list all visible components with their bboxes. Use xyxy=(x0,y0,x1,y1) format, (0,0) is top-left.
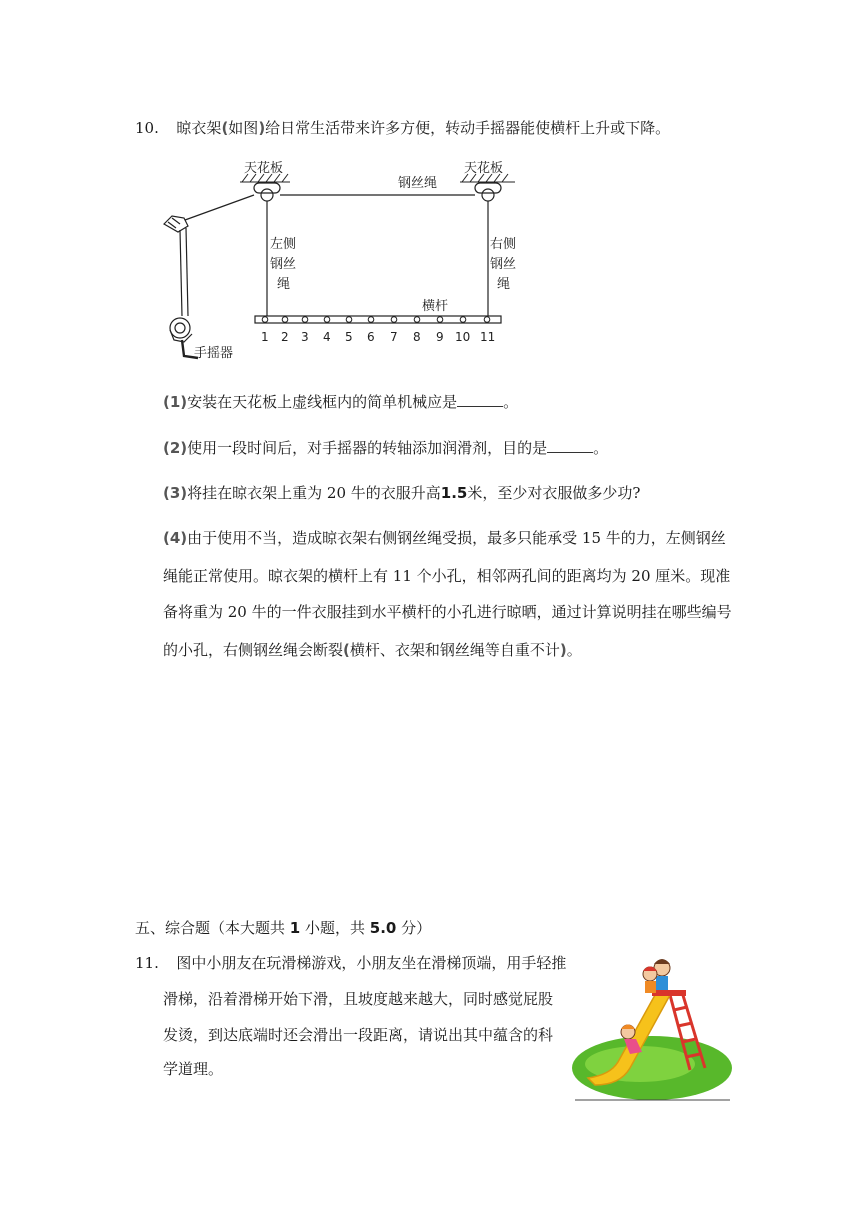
q10-paren-word: 如图 xyxy=(228,119,259,137)
left-rope-label-3: 绳 xyxy=(277,277,291,292)
q10-sub1-blank[interactable] xyxy=(457,392,503,407)
q10-stem-after: 给日常生活带来许多方便，转动手摇器能使横杆上升或下降。 xyxy=(265,119,671,137)
q10-sub2-num: (2) xyxy=(163,439,188,457)
q11-line1-text: 图中小朋友在玩滑梯游戏，小朋友坐在滑梯顶端，用手轻推 xyxy=(176,954,567,972)
right-rope-label-3: 绳 xyxy=(497,277,511,292)
right-rope-label-1: 右侧 xyxy=(490,237,517,252)
ceiling-right-label: 天花板 xyxy=(464,161,504,176)
hole-number: 2 xyxy=(281,330,289,344)
left-rope-label-2: 钢丝 xyxy=(270,257,297,272)
q10-paren-open: ( xyxy=(221,119,229,137)
hole-number: 9 xyxy=(436,330,444,344)
hole-number: 1 xyxy=(261,330,269,344)
q10-paren-close: ) xyxy=(258,119,266,137)
q10-number: 10. xyxy=(135,119,159,137)
section5-title-a: 五、综合题（本大题共 xyxy=(135,919,290,937)
q10-sub3-text-a: 将挂在晾衣架上重为 20 牛的衣服升高 xyxy=(187,484,441,502)
q11-line1 xyxy=(135,953,566,973)
hole-number: 3 xyxy=(301,330,309,344)
q10-sub3-text-b: 米，至少对衣服做多少功? xyxy=(467,484,641,502)
q10-sub4-line1-text: 由于使用不当，造成晾衣架右侧钢丝绳受损，最多只能承受 15 牛的力，左侧钢丝 xyxy=(187,529,726,547)
ceiling-left-label: 天花板 xyxy=(244,161,284,176)
q11-line2: 滑梯，沿着滑梯开始下滑，且坡度越来越大，同时感觉屁股 xyxy=(163,990,554,1008)
hole-number: 7 xyxy=(390,330,398,344)
section5-title xyxy=(135,918,431,938)
q10-sub3-num: (3) xyxy=(163,484,188,502)
hole-number: 5 xyxy=(345,330,353,344)
q10-sub1-end: 。 xyxy=(503,393,519,411)
q11-line4: 学道理。 xyxy=(163,1060,224,1078)
q10-sub1 xyxy=(163,392,518,412)
q10-stem xyxy=(135,118,670,138)
hole-number: 4 xyxy=(323,330,331,344)
q10-sub4-line4 xyxy=(163,640,582,660)
q10-sub4-line4-b: 横杆、衣架和钢丝绳等自重不计 xyxy=(349,641,560,659)
hole-number: 11 xyxy=(480,330,496,344)
q10-sub2 xyxy=(163,438,608,458)
q10-sub4-line1 xyxy=(163,528,726,548)
slide-illustration xyxy=(570,940,735,1105)
q11-line3: 发烫，到达底端时还会滑出一段距离，请说出其中蕴含的科 xyxy=(163,1026,554,1044)
q10-sub1-text: 安装在天花板上虚线框内的简单机械应是 xyxy=(187,393,458,411)
q10-sub2-end: 。 xyxy=(593,439,609,457)
q10-sub4-line4-a: 的小孔，右侧钢丝绳会断裂 xyxy=(163,641,344,659)
clothes-rack-diagram xyxy=(150,158,530,370)
q10-sub4-line4-end: 。 xyxy=(566,641,582,659)
q10-sub3-value: 1.5 xyxy=(440,484,468,502)
crank-icon xyxy=(164,216,198,358)
hole-number: 10 xyxy=(455,330,471,344)
section5-title-c: 分） xyxy=(396,919,432,937)
crank-label: 手摇器 xyxy=(194,346,234,361)
q10-sub3 xyxy=(163,483,640,503)
section5-count: 1 xyxy=(289,919,301,937)
q10-sub4-paren-open: ( xyxy=(343,641,350,659)
q10-sub4-line3: 备将重为 20 牛的一件衣服挂到水平横杆的小孔进行晾晒，通过计算说明挂在哪些编号 xyxy=(163,603,732,621)
left-rope-label-1: 左侧 xyxy=(270,237,297,252)
q10-sub4-paren-close: ) xyxy=(559,641,567,659)
pulley-left xyxy=(254,183,280,201)
q10-sub4-line2: 绳能正常使用。晾衣架的横杆上有 11 个小孔，相邻两孔间的距离均为 20 厘米。现准 xyxy=(163,567,731,585)
hole-number: 6 xyxy=(367,330,375,344)
bar-label: 横杆 xyxy=(422,299,449,314)
section5-score: 5.0 xyxy=(369,919,397,937)
q10-stem-before: 晾衣架 xyxy=(176,119,222,137)
section5-title-b: 小题，共 xyxy=(300,919,370,937)
q10-sub2-text: 使用一段时间后，对手摇器的转轴添加润滑剂，目的是 xyxy=(187,439,548,457)
q10-sub4-num: (4) xyxy=(163,529,188,547)
q10-sub2-blank[interactable] xyxy=(547,438,593,453)
top-rope-label: 钢丝绳 xyxy=(398,176,438,191)
right-rope-label-2: 钢丝 xyxy=(490,257,517,272)
hole-number: 8 xyxy=(413,330,421,344)
rope-to-crank-top xyxy=(185,195,254,220)
q10-sub1-num: (1) xyxy=(163,393,188,411)
pulley-right xyxy=(475,183,501,201)
q11-number: 11. xyxy=(135,954,159,972)
